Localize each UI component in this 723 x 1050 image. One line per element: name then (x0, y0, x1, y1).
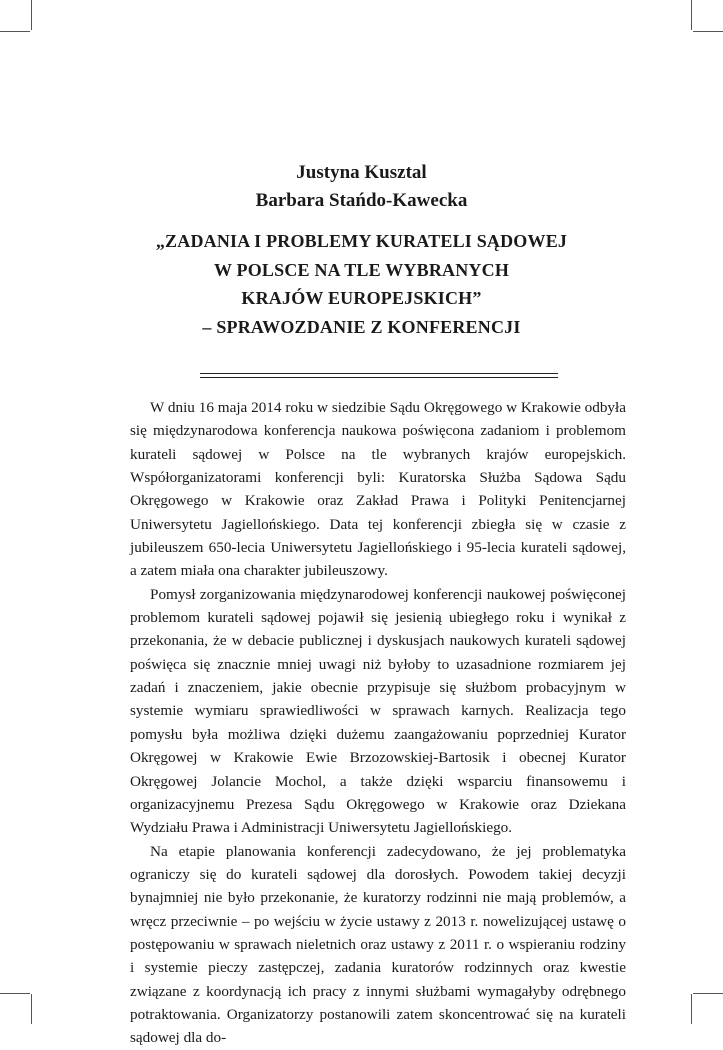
title-line: „ZADANIA I PROBLEMY KURATELI SĄDOWEJ (155, 231, 568, 251)
crop-mark (691, 994, 692, 1024)
crop-mark (691, 0, 692, 30)
authors-block (0, 159, 723, 215)
article-title (0, 227, 723, 341)
crop-mark (0, 31, 30, 32)
crop-mark (693, 993, 723, 994)
title-line: KRAJÓW EUROPEJSKICH” (241, 288, 482, 308)
title-divider (200, 377, 558, 378)
crop-mark (693, 31, 723, 32)
crop-mark (31, 0, 32, 30)
body-paragraph: Pomysł zorganizowania międzynarodowej konferencji naukowej poświęconej problemom kurateli sądowej pojawił się jesienią ubiegłego roku i wynikał z przekonania, że w debacie publicznej i dyskusjach naukowych kurateli sądowej poświęca się znacznie mniej uwagi niż byłoby to uzasadnione rozmiarem jej zadań i znaczeniem, jakie obecnie przypisuje się służbom probacyjnym w systemie wymiaru sprawiedliwości w sprawach karnych. Realizacja tego pomysłu była możliwa dzięki dużemu zaangażowaniu poprzedniej Kurator Okręgowej w Krakowie Ewie Brzozowskiej-Bartosik i obecnej Kurator Okręgowej Jolancie Mochol, a także dzięki wsparciu finansowemu i organizacyjnemu Prezesa Sądu Okręgowego w Krakowie oraz Dziekana Wydziału Prawa i Administracji Uniwersytetu Jagiellońskiego. (130, 585, 626, 837)
body-paragraph: W dniu 16 maja 2014 roku w siedzibie Sądu Okręgowego w Krakowie odbyła się międzynarodowa konferencja naukowa poświęcona zadaniom i problemom kurateli sądowej w Polsce na tle wybranych krajów europejskich. Współorganizatorami konferencji byli: Kuratorska Służba Sądowa Sądu Okręgowego w Krakowie oraz Zakład Prawa i Polityki Penitencjarnej Uniwersytetu Jagiellońskiego. Data tej konferencji zbiegła się w czasie z jubileuszem 650-lecia Uniwersytetu Jagiellońskiego i 95-lecia kurateli sądowej, a zatem miała ona charakter jubileuszowy. (130, 399, 626, 580)
author-name: Justyna Kusztal (296, 162, 427, 183)
title-line: – SPRAWOZDANIE Z KONFERENCJI (202, 316, 521, 337)
body-paragraph: Na etapie planowania konferencji zadecydowano, że jej problematyka ograniczy się do kurateli sądowej dla dorosłych. Powodem takiej decyzji bynajmniej nie było przekonanie, że kuratorzy rodzinni nie mają problemów, a wręcz przeciwnie – po wejściu w życie ustawy z 2013 r. nowelizującej ustawę o postępowaniu w sprawach nieletnich oraz ustawy z 2011 r. o wspieraniu rodziny i systemie pieczy zastępczej, zadania kuratorów rodzinnych oraz kwestie związane z koordynacją ich pracy z innymi służbami wymagałyby odrębnego potraktowania. Organizatorzy postanowili zatem skoncentrować się na kurateli sądowej dla do- (130, 842, 626, 1047)
article-body (130, 396, 626, 1050)
crop-mark (0, 993, 30, 994)
title-line: W POLSCE NA TLE WYBRANYCH (213, 259, 510, 280)
crop-mark (31, 994, 32, 1024)
author-name: Barbara Stańdo-Kawecka (255, 190, 468, 211)
title-divider (200, 373, 558, 374)
